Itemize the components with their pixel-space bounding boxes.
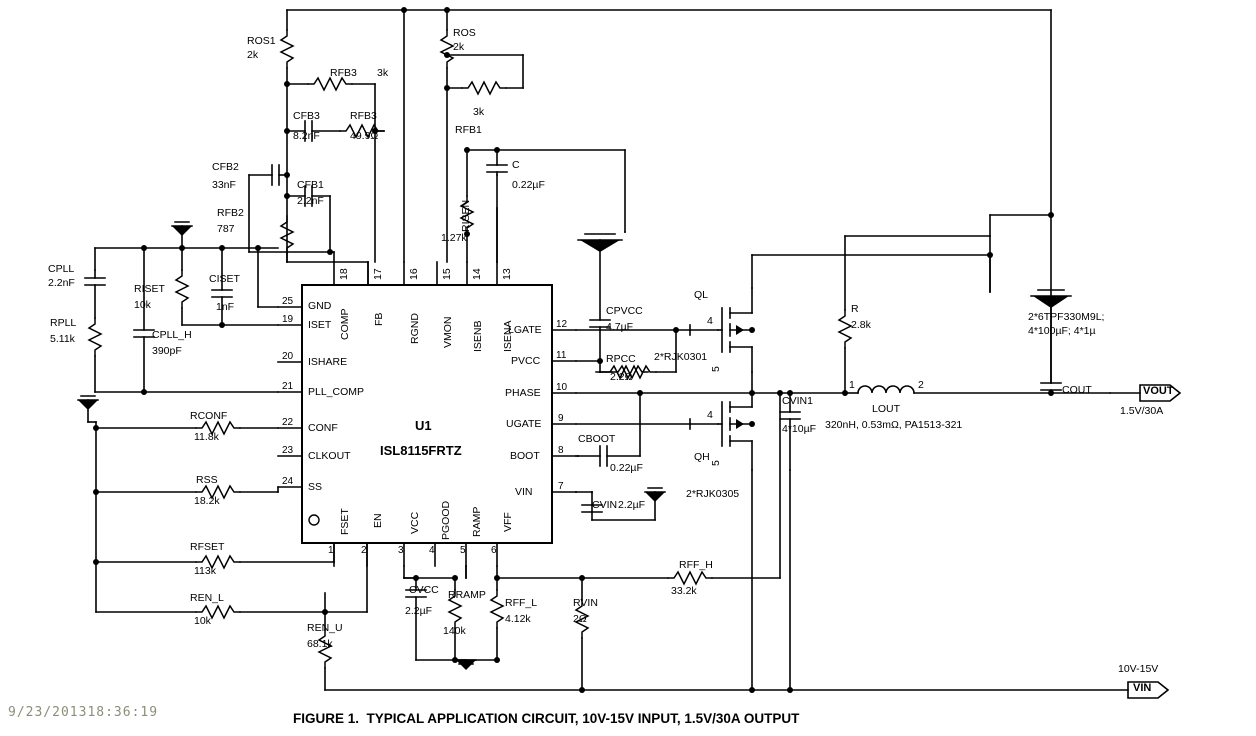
pin-num-10: 10 bbox=[556, 382, 568, 393]
label-ren-u-value: 68.1k bbox=[307, 638, 333, 650]
label-rfb1: RFB1 bbox=[455, 124, 482, 136]
pin-num-4: 4 bbox=[429, 545, 435, 556]
label-rpll-value: 5.11k bbox=[50, 333, 75, 345]
label-c: C bbox=[512, 159, 520, 171]
label-cvin1-value: 4*10µF bbox=[782, 423, 817, 435]
label-riset-value: 10k bbox=[134, 299, 151, 311]
pin-name-rgnd: RGND bbox=[409, 313, 421, 344]
label-cpll: CPLL bbox=[48, 263, 75, 275]
label-qh: QH bbox=[694, 451, 710, 463]
pin-name-iset: ISET bbox=[308, 319, 332, 331]
label-rfb3-top-value: 3k bbox=[377, 67, 389, 79]
label-rfb3-top: RFB3 bbox=[330, 67, 357, 79]
pin-num-14: 14 bbox=[471, 268, 483, 280]
label-ros1-value: 2k bbox=[247, 49, 259, 61]
label-cout-value1: 2*6TPF330M9L; bbox=[1028, 311, 1105, 323]
pin-name-pll-comp: PLL_COMP bbox=[308, 386, 365, 398]
label-ql-pin-4: 4 bbox=[707, 315, 713, 327]
pin-num-17: 17 bbox=[372, 268, 384, 280]
label-ros: ROS bbox=[453, 27, 476, 39]
pin-name-en: EN bbox=[372, 513, 384, 528]
label-qh-pin-5: 5 bbox=[710, 460, 722, 466]
pin-num-8: 8 bbox=[558, 445, 564, 456]
pin-name-ugate: UGATE bbox=[506, 418, 542, 430]
label-lout-value: 320nH, 0.53mΩ, PA1513-321 bbox=[825, 419, 963, 431]
pin-num-12: 12 bbox=[556, 319, 568, 330]
pin-name-conf: CONF bbox=[308, 422, 338, 434]
ic-refdes: U1 bbox=[415, 418, 432, 433]
pin-num-24: 24 bbox=[282, 476, 294, 487]
pin-name-ss: SS bbox=[308, 481, 323, 493]
label-cvcc-value: 2.2µF bbox=[405, 605, 433, 617]
label-cvin: CVIN bbox=[592, 499, 618, 511]
label-rfb3-value: 49.9Ω bbox=[350, 130, 379, 142]
label-rfb3: RFB3 bbox=[350, 110, 377, 122]
pin-num-2: 2 bbox=[361, 545, 367, 556]
label-ciset-value: 1nF bbox=[216, 301, 235, 313]
label-qh-pin-4: 4 bbox=[707, 409, 713, 421]
label-rpll: RPLL bbox=[50, 317, 77, 329]
pin-name-gnd: GND bbox=[308, 300, 332, 312]
pin-num-23: 23 bbox=[282, 445, 294, 456]
label-r-value: 2.8k bbox=[851, 319, 871, 331]
label-rramp-value: 140k bbox=[443, 625, 466, 637]
label-ros-value: 2k bbox=[453, 41, 465, 53]
pin-name-phase: PHASE bbox=[505, 387, 541, 399]
label-cfb1-value: 2.2nF bbox=[297, 195, 324, 207]
label-ren-u: REN_U bbox=[307, 622, 343, 634]
label-cfb3: CFB3 bbox=[293, 110, 320, 122]
pin-name-fset: FSET bbox=[339, 508, 351, 535]
label-rff-h-value: 33.2k bbox=[671, 585, 697, 597]
label-ros1: ROS1 bbox=[247, 35, 276, 47]
label-rfb2-value: 787 bbox=[217, 223, 235, 235]
label-rfset-value: 113k bbox=[194, 565, 216, 577]
pin-num-20: 20 bbox=[282, 351, 294, 362]
label-cboot-value: 0.22µF bbox=[610, 462, 643, 474]
pin-num-3: 3 bbox=[398, 545, 404, 556]
label-cvin1: CVIN1 bbox=[782, 395, 813, 407]
pin-num-7: 7 bbox=[558, 481, 564, 492]
pin-name-ramp: RAMP bbox=[471, 506, 483, 537]
label-ql: QL bbox=[694, 289, 709, 301]
pin-num-6: 6 bbox=[491, 545, 497, 556]
label-cpvcc-value: 4.7µF bbox=[606, 321, 634, 333]
pin-num-19: 19 bbox=[282, 314, 294, 325]
pin-num-1: 1 bbox=[328, 545, 334, 556]
pin-name-vin: VIN bbox=[515, 486, 533, 498]
label-ql-value: 2*RJK0301 bbox=[654, 351, 708, 363]
label-rfb1-value: 3k bbox=[473, 106, 485, 118]
pin-num-15: 15 bbox=[441, 268, 453, 280]
label-rff-l: RFF_L bbox=[505, 597, 538, 609]
label-cvin-value: 2.2µF bbox=[618, 499, 646, 511]
pin-num-9: 9 bbox=[558, 413, 564, 424]
pin-name-vmon: VMON bbox=[442, 316, 454, 348]
pin-name-pgood: PGOOD bbox=[440, 500, 452, 540]
label-risen-value: 1.27k bbox=[441, 232, 467, 244]
label-c-value: 0.22µF bbox=[512, 179, 545, 191]
label-qh-value: 2*RJK0305 bbox=[686, 488, 740, 500]
label-cfb3-value: 8.2nF bbox=[293, 130, 320, 142]
pin-name-pvcc: PVCC bbox=[511, 355, 541, 367]
pin-num-16: 16 bbox=[408, 268, 420, 280]
pin-name-boot: BOOT bbox=[510, 450, 540, 462]
port-vout-label: VOUT bbox=[1143, 385, 1174, 397]
label-cfb2: CFB2 bbox=[212, 161, 239, 173]
label-lout: LOUT bbox=[872, 403, 901, 415]
label-rss-value: 18.2k bbox=[194, 495, 220, 507]
pin-num-11: 11 bbox=[556, 350, 567, 361]
label-cpvcc: CPVCC bbox=[606, 305, 643, 317]
label-risen: RISEN bbox=[460, 199, 472, 232]
label-cout-value2: 4*100µF; 4*1µ bbox=[1028, 325, 1096, 337]
pin-num-13: 13 bbox=[501, 268, 513, 280]
pin-name-ishare: ISHARE bbox=[308, 356, 348, 368]
pin-name-vcc: VCC bbox=[409, 511, 421, 534]
label-cpll-value: 2.2nF bbox=[48, 277, 75, 289]
pin-num-22: 22 bbox=[282, 417, 294, 428]
label-rff-h: RFF_H bbox=[679, 559, 713, 571]
ic-part-number: ISL8115FRTZ bbox=[380, 443, 462, 458]
label-rff-l-value: 4.12k bbox=[505, 613, 531, 625]
pin-name-clkout: CLKOUT bbox=[308, 450, 351, 462]
label-r: R bbox=[851, 303, 859, 315]
label-riset: RISET bbox=[134, 283, 165, 295]
label-rss: RSS bbox=[196, 474, 218, 486]
label-cfb2-value: 33nF bbox=[212, 179, 236, 191]
pin-name-comp: COMP bbox=[339, 308, 351, 340]
label-rfb2: RFB2 bbox=[217, 207, 244, 219]
label-lout-pin2: 2 bbox=[918, 379, 924, 391]
label-rpcc-value: 2.2Ω bbox=[610, 371, 633, 383]
label-cpll-h: CPLL_H bbox=[152, 329, 192, 341]
label-rvin-value: 2Ω bbox=[573, 613, 587, 625]
label-ciset: CISET bbox=[209, 273, 240, 285]
port-vin-label: VIN bbox=[1133, 682, 1152, 694]
label-cfb1: CFB1 bbox=[297, 179, 324, 191]
label-lout-pin1: 1 bbox=[849, 379, 855, 391]
pin-num-25: 25 bbox=[282, 296, 294, 307]
label-cvcc: CVCC bbox=[409, 584, 439, 596]
pin-name-fb: FB bbox=[373, 312, 385, 326]
label-rvin: RVIN bbox=[573, 597, 598, 609]
figure-caption: FIGURE 1. TYPICAL APPLICATION CIRCUIT, 10V-15V INPUT, 1.5V/30A OUTPUT bbox=[293, 711, 800, 726]
label-rconf: RCONF bbox=[190, 410, 228, 422]
label-cboot: CBOOT bbox=[578, 433, 616, 445]
pin-num-5: 5 bbox=[460, 545, 466, 556]
port-vin-spec: 10V-15V bbox=[1118, 663, 1159, 675]
label-rconf-value: 11.8k bbox=[194, 431, 219, 443]
pin-name-lgate: LGATE bbox=[508, 324, 542, 336]
timestamp-stamp: 9/23/201318:36:19 bbox=[8, 705, 159, 720]
label-ren-l-value: 10k bbox=[194, 615, 211, 627]
pin-name-isena: ISENA bbox=[502, 320, 514, 352]
label-rramp: RRAMP bbox=[448, 589, 486, 601]
pin-num-18: 18 bbox=[338, 268, 350, 280]
label-cpll-h-value: 390pF bbox=[152, 345, 182, 357]
pin-name-vff: VFF bbox=[502, 512, 514, 532]
label-rpcc: RPCC bbox=[606, 353, 636, 365]
pin-num-21: 21 bbox=[282, 381, 294, 392]
pin-name-isenb: ISENB bbox=[472, 320, 484, 352]
label-cout: COUT bbox=[1062, 384, 1092, 396]
port-vout-spec: 1.5V/30A bbox=[1120, 405, 1164, 417]
label-rfset: RFSET bbox=[190, 541, 225, 553]
label-ren-l: REN_L bbox=[190, 592, 224, 604]
label-ql-pin-5: 5 bbox=[710, 366, 722, 372]
